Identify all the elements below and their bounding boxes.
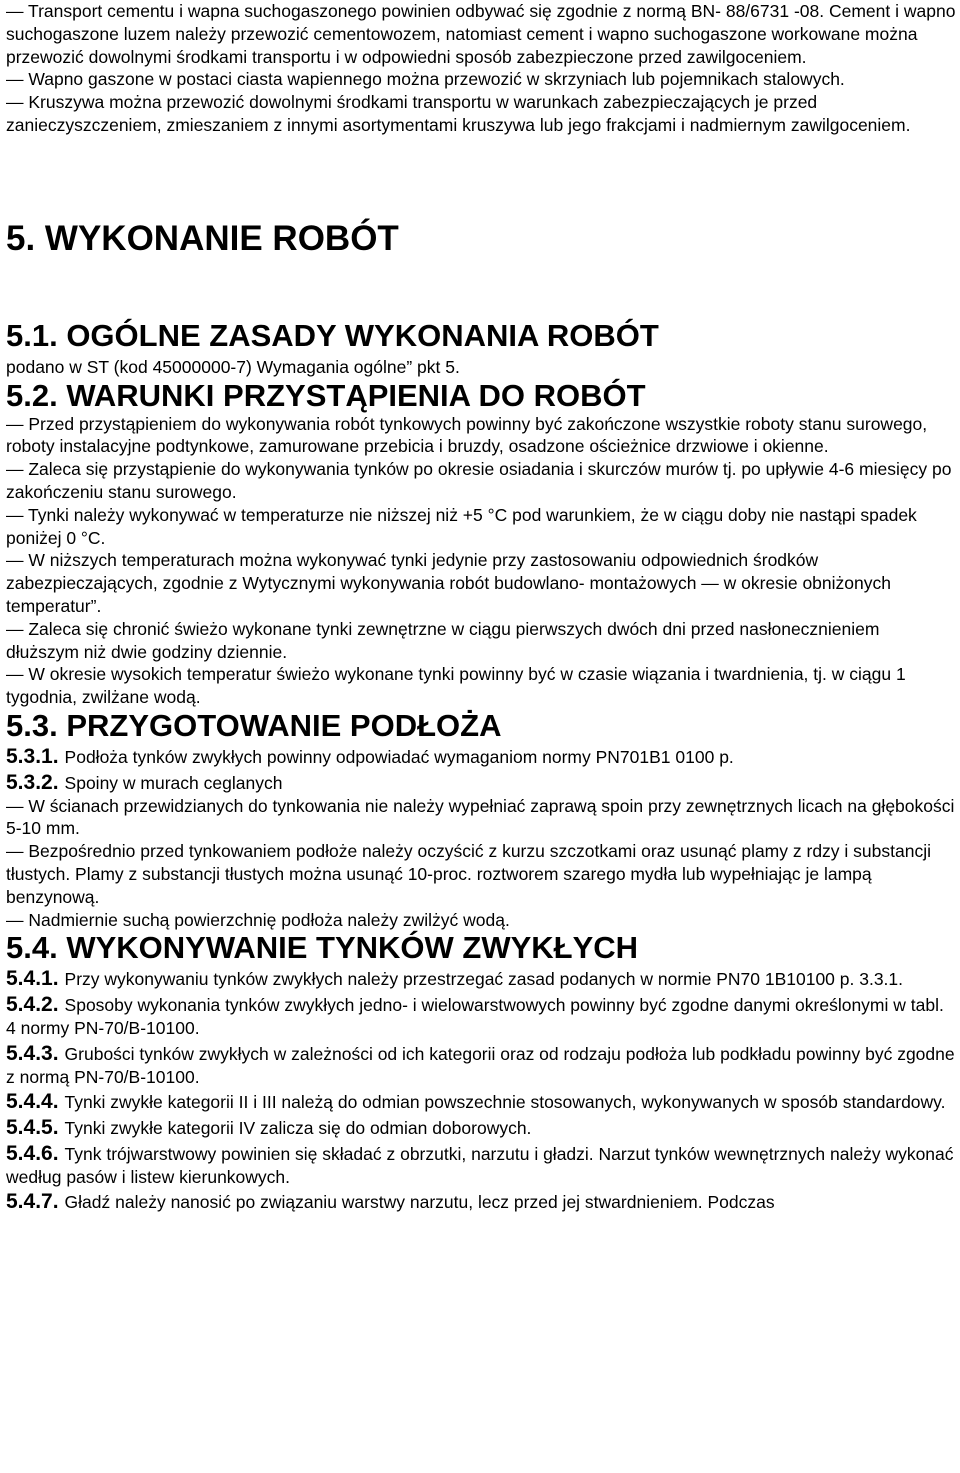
section-5-2-item: — W okresie wysokich temperatur świeżo wykonane tynki powinny być w czasie wiązania i twardnienia, tj. w ciągu 1 tygodnia, zwilżane wodą. [6, 664, 906, 708]
transport-paragraph-2: — Wapno gaszone w postaci ciasta wapiennego można przewozić w skrzyniach lub pojemnikach stalowych. [6, 69, 845, 90]
section-5-4-4-label: 5.4.4. [6, 1090, 59, 1114]
section-5-4-heading: 5.4. WYKONYWANIE TYNKÓW ZWYKŁYCH [6, 930, 639, 966]
section-5-heading: 5. WYKONANIE ROBÓT [6, 218, 399, 258]
section-5-2-item: — Przed przystąpieniem do wykonywania robót tynkowych powinny być zakończone wszystkie roboty stanu surowego, roboty instalacyjne podtynkowe, zamurowane przebicia i bruzdy, osadzone ościeżnice drzwiowe i okienne. [6, 413, 928, 457]
section-5-4-5-label: 5.4.5. [6, 1116, 59, 1140]
section-5-2-heading: 5.2. WARUNKI PRZYSTĄPIENIA DO ROBÓT [6, 377, 646, 413]
section-5-4-5 [6, 1117, 956, 1140]
section-5-4-7-text: Gładź należy nanosić po związaniu warstwy narzutu, lecz przed jej stwardnieniem. Podczas [64, 1192, 775, 1213]
section-5-4-3-text: Grubości tynków zwykłych w zależności od ich kategorii oraz od rodzaju podłoża lub podkładu powinny być zgodne z normą PN-70/B-10100. [6, 1043, 955, 1087]
transport-paragraph-3: — Kruszywa można przewozić dowolnymi środkami transportu w warunkach zabezpieczających je przed zanieczyszczeniem, zmieszaniem z innymi asortymentami kruszywa lub jego frakcjami i nadmiernym zawilgoceniem. [6, 92, 911, 135]
section-5-2-item: — Zaleca się przystąpienie do wykonywania tynków po okresie osiadania i skurczów murów tj. po upływie 4-6 miesięcy po zakończeniu stanu surowego. [6, 459, 952, 502]
section-5-2-item: — Zaleca się chronić świeżo wykonane tynki zewnętrzne w ciągu pierwszych dwóch dni przed nasłonecznieniem dłuższym niż dwie godziny dziennie. [6, 618, 880, 662]
section-5-4-6-label: 5.4.6. [6, 1141, 59, 1165]
section-5-4-3 [6, 1043, 956, 1089]
section-5-3-2-label: 5.3.2. [6, 770, 59, 794]
section-5-4-1 [6, 968, 956, 991]
section-5-4-5-text: Tynki zwykłe kategorii IV zalicza się do odmian doborowych. [64, 1118, 532, 1139]
section-5-1-heading: 5.1. OGÓLNE ZASADY WYKONANIA ROBÓT [6, 317, 659, 353]
section-5-3-2-item: — Bezpośrednio przed tynkowaniem podłoże należy oczyścić z kurzu szczotkami oraz usunąć plamy z rdzy i substancji tłustych. Plamy z substancji tłustych można usunąć 10-proc. roztworem szarego mydła lub wypełniając je lampą benzynową. [6, 841, 931, 907]
section-5-4-1-text: Przy wykonywaniu tynków zwykłych należy przestrzegać zasad podanych w normie PN70 1B10100 p. 3.3.1. [64, 969, 904, 990]
section-5-4-6 [6, 1143, 956, 1189]
section-5-3-2-item: — W ścianach przewidzianych do tynkowania nie należy wypełniać zaprawą spoin przy zewnętrznych licach na głębokości 5-10 mm. [6, 795, 955, 839]
transport-paragraph-1: — Transport cementu i wapna suchogaszonego powinien odbywać się zgodnie z normą BN- 88/6731 -08. Cement i wapno suchogaszone luzem należy przewozić cementowozem, natomiast cement i wapno suchogaszone workowane można przewozić dowolnymi środkami transportu i w odpowiedni sposób zabezpieczone przed zawilgoceniem. [6, 1, 956, 67]
section-5-1-text: podano w ST (kod 45000000-7) Wymagania ogólne” pkt 5. [6, 356, 460, 377]
section-5-4-4-text: Tynki zwykłe kategorii II i III należą do odmian powszechnie stosowanych, wykonywanych w sposób standardowy. [64, 1092, 946, 1113]
section-5-4-2 [6, 994, 956, 1040]
section-5-4-7-label: 5.4.7. [6, 1190, 59, 1214]
section-5-4-2-label: 5.4.2. [6, 993, 59, 1017]
section-5-3-2-text: Spoiny w murach ceglanych [64, 772, 283, 793]
section-5-4-3-label: 5.4.3. [6, 1041, 59, 1065]
section-5-4-7 [6, 1191, 956, 1214]
section-5-3-2 [6, 772, 956, 795]
section-5-4-4 [6, 1091, 956, 1114]
section-5-3-1 [6, 746, 956, 769]
section-5-3-heading: 5.3. PRZYGOTOWANIE PODŁOŻA [6, 707, 502, 743]
section-5-2-item: — W niższych temperaturach można wykonywać tynki jedynie przy zastosowaniu odpowiednich środków zabezpieczających, zgodnie z Wytycznymi wykonywania robót budowlano- montażowych — w okresie obniżonych temperatur”. [6, 550, 891, 616]
section-5-2-item: — Tynki należy wykonywać w temperaturze nie niższej niż +5 °C pod warunkiem, że w ciągu doby nie nastąpi spadek poniżej 0 °C. [6, 504, 917, 548]
section-5-3-2-item: — Nadmiernie suchą powierzchnię podłoża należy zwilżyć wodą. [6, 909, 510, 930]
section-5-4-1-label: 5.4.1. [6, 967, 59, 991]
section-5-4-2-text: Sposoby wykonania tynków zwykłych jedno- i wielowarstwowych powinny być zgodne danymi określonymi w tabl. 4 normy PN-70/B-10100. [6, 995, 944, 1038]
section-5-3-1-text: Podłoża tynków zwykłych powinny odpowiadać wymaganiom normy PN701B1 0100 p. [64, 746, 734, 767]
section-5-4-6-text: Tynk trójwarstwowy powinien się składać z obrzutki, narzutu i gładzi. Narzut tynków wewnętrznych należy wykonać według pasów i listew kierunkowych. [6, 1143, 954, 1187]
section-5-3-1-label: 5.3.1. [6, 744, 59, 768]
